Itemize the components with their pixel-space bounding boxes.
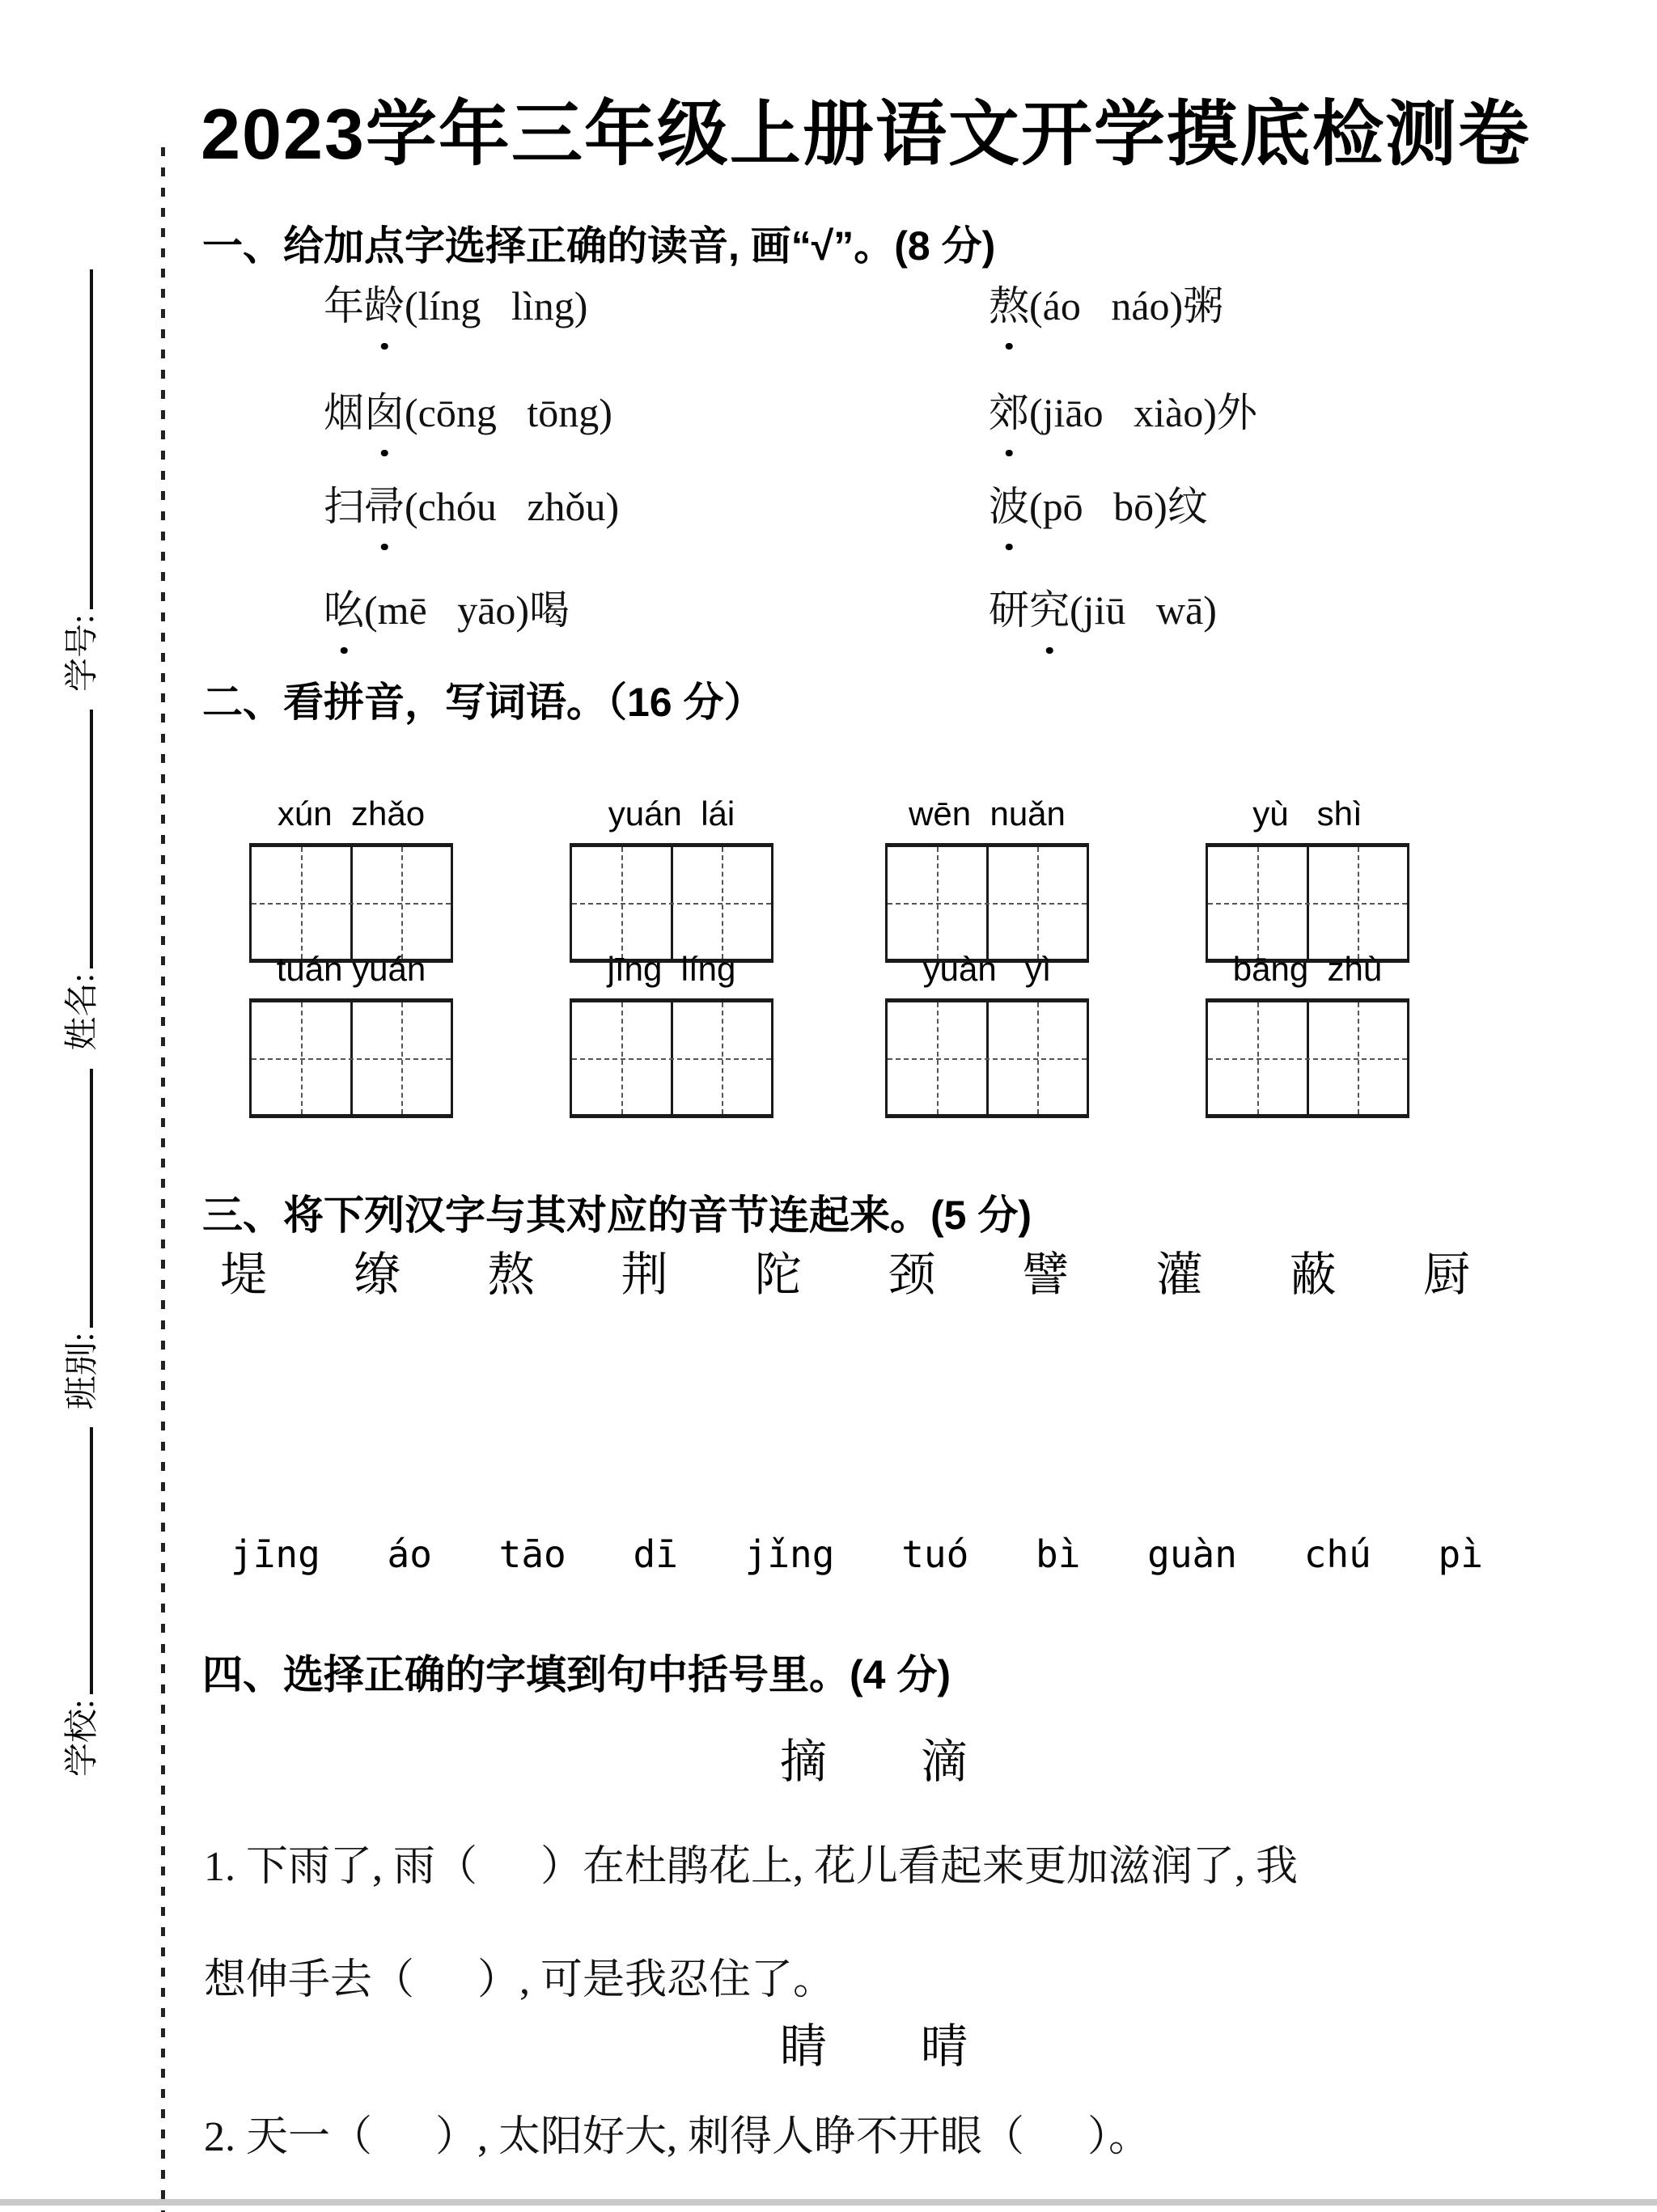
hanzi-character: 蔽 [1289,1248,1337,1301]
text-segment: (líng lìng) [405,283,588,328]
pinyin-grid-group [249,795,453,963]
grid-cell [1208,1002,1309,1114]
writing-grid [249,843,453,963]
question2-line: 2. 天一（ ）, 太阳好大, 刺得人睁不开眼（ ）。 [204,2114,1151,2160]
pinyin-grid-group [1206,795,1409,963]
section2-heading: 二、看拼音，写词语。（16 分） [202,680,765,725]
school-fill-line [90,1427,93,1694]
pinyin-label: jīng líng [607,950,736,988]
pron-item [324,578,570,636]
section4-heading: 四、选择正确的字填到句中括号里。(4 分) [202,1652,951,1697]
pinyin-label: yuán lái [608,795,735,833]
text-segment: (jiāo xiào)外 [1029,390,1257,435]
hanzi-character: 堤 [220,1248,268,1301]
dotted-char: 囱 [364,380,405,439]
dotted-char: 帚 [364,474,405,532]
pron-item [324,474,619,532]
grid-cell [572,847,673,959]
writing-grid [1206,998,1409,1118]
text-segment: 扫 [324,484,364,529]
writing-grid [885,843,1089,963]
hanzi-character: 陀 [754,1248,802,1301]
grid-cell [989,1002,1087,1114]
hanzi-character: 缭 [354,1248,401,1301]
writing-grid [570,998,773,1118]
writing-grid [1206,843,1409,963]
pinyin-syllable: jǐng [744,1532,835,1576]
class-fill-line [90,1069,93,1328]
grid-cell [989,847,1087,959]
text-segment: 烟 [324,390,364,435]
hanzi-character: 譬 [1022,1248,1070,1301]
pron-item [989,474,1208,532]
hanzi-character: 灌 [1155,1248,1203,1301]
question1-line1: 1. 下雨了, 雨（ ）在杜鹃花上, 花儿看起来更加滋润了, 我 [204,1844,1299,1890]
dotted-char: 郊 [989,380,1029,439]
pinyin-syllable: tāo [498,1532,566,1576]
text-segment: 研 [989,587,1029,633]
writing-grid [570,843,773,963]
pinyin-syllable: chú [1303,1532,1371,1576]
text-segment: (áo náo)粥 [1029,283,1224,328]
pinyin-grid-group [885,950,1089,1118]
grid-cell [888,847,989,959]
pinyin-label: xún zhǎo [277,795,426,833]
text-segment: (cōng tōng) [405,390,612,435]
pinyin-grid-group [1206,950,1409,1118]
pinyin-syllable: dī [633,1532,678,1576]
pinyin-label: tuán yuán [276,950,426,988]
grid-cell [252,847,353,959]
pinyin-syllable: pì [1438,1532,1483,1576]
pinyin-syllable: guàn [1147,1532,1237,1576]
pinyin-label: wēn nuǎn [909,795,1066,833]
pron-item [324,380,612,439]
pron-item [989,380,1257,439]
hanzi-character: 颈 [888,1248,936,1301]
binding-dashed-line [161,147,165,2212]
pinyin-syllable: jīng [231,1532,320,1576]
question1-line2: 想伸手去（ ）, 可是我忍住了。 [204,1957,836,2003]
text-segment: (chóu zhǒu) [405,484,620,529]
grid-cell [1309,1002,1408,1114]
pinyin-label: yù shì [1252,795,1362,833]
character-pair-2: 睛 晴 [779,2020,968,2073]
pron-item [989,578,1217,636]
pron-item [989,273,1223,332]
text-segment: (mē yāo)喝 [364,587,570,633]
text-segment: (pō bō)纹 [1029,484,1208,529]
text-segment: (jiū wā) [1070,587,1217,633]
pinyin-label: yuàn yì [922,950,1052,988]
pinyin-syllable: áo [387,1532,432,1576]
class-field-label: 班别: [64,1332,101,1410]
grid-cell [673,847,772,959]
name-field-label: 姓名: [64,973,101,1051]
section3-heading: 三、将下列汉字与其对应的音节连起来。(5 分) [202,1193,1032,1238]
pinyin-label: bāng zhù [1232,950,1383,988]
hanzi-character: 荆 [621,1248,668,1301]
pinyin-grid-group [570,795,773,963]
school-field-label: 学校: [64,1699,101,1777]
character-pair-1: 摘 滴 [779,1735,968,1788]
grid-cell [353,847,451,959]
student-info-margin [37,253,128,1795]
text-segment: 年 [324,283,364,328]
dotted-char: 熬 [989,273,1029,332]
pinyin-grid-group [570,950,773,1118]
grid-cell [252,1002,353,1114]
pinyin-grid-group [249,950,453,1118]
grid-cell [572,1002,673,1114]
grid-cell [1309,847,1408,959]
pron-item [324,273,587,332]
grid-cell [888,1002,989,1114]
pinyin-syllable: bì [1036,1532,1081,1576]
dotted-char: 究 [1029,578,1070,636]
grid-cell [1208,847,1309,959]
hanzi-row [220,1236,1470,1304]
writing-grid [249,998,453,1118]
section1-heading: 一、给加点字选择正确的读音, 画“√”。(8 分) [202,223,996,269]
writing-grid [885,998,1089,1118]
student-number-fill-line [90,269,93,609]
hanzi-character: 熬 [487,1248,535,1301]
dotted-char: 龄 [364,273,405,332]
page-title: 2023学年三年级上册语文开学摸底检测卷 [201,94,1531,174]
pinyin-row [231,1532,1483,1576]
grid-cell [673,1002,772,1114]
pinyin-syllable: tuó [901,1532,969,1576]
hanzi-character: 厨 [1422,1248,1470,1301]
grid-cell [353,1002,451,1114]
name-fill-line [90,710,93,968]
student-number-field-label: 学号: [64,614,101,692]
dotted-char: 波 [989,474,1029,532]
dotted-char: 吆 [324,578,364,636]
page-bottom-rule [0,2199,1657,2206]
pinyin-grid-group [885,795,1089,963]
